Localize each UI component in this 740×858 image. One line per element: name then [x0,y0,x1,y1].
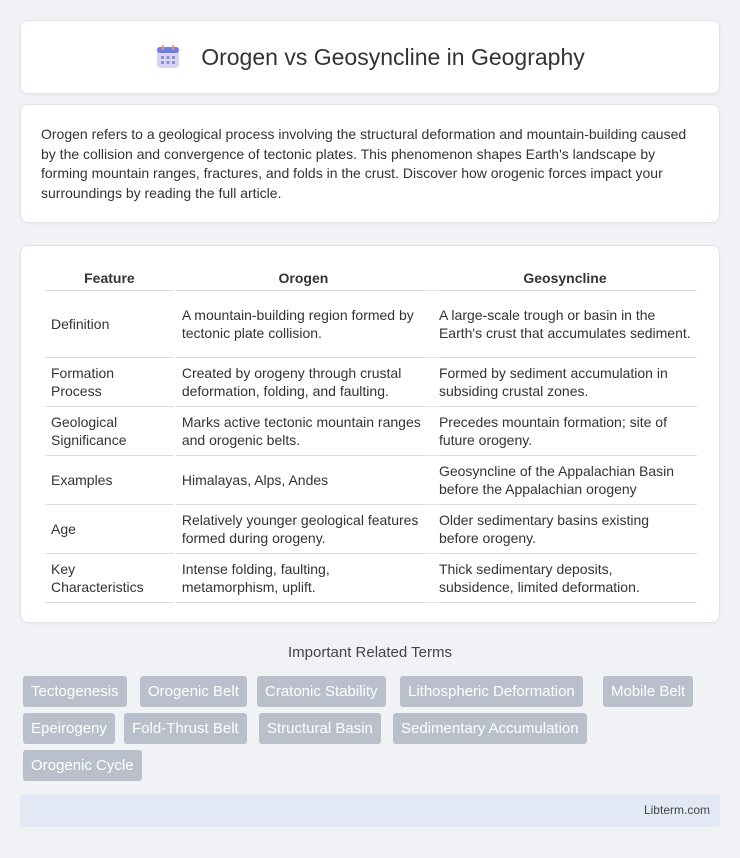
table-cell: Older sedimentary basins existing before orogeny. [433,505,697,554]
tag-mobile-belt[interactable]: Mobile Belt [603,676,693,707]
table-cell: Geological Significance [45,407,174,456]
table-cell: Age [45,505,174,554]
related-terms-title: Important Related Terms [288,644,452,661]
table-cell: Geosyncline of the Appalachian Basin before the Appalachian orogeny [433,456,697,505]
table-cell: Marks active tectonic mountain ranges and orogenic belts. [176,407,431,456]
table-cell: Thick sedimentary deposits, subsidence, limited deformation. [433,554,697,603]
table-cell: Formation Process [45,358,174,407]
tag-sedimentary-accumulation[interactable]: Sedimentary Accumulation [393,713,587,744]
intro-text: Orogen refers to a geological process involving the structural deformation and mountain-building caused by the collision and convergence of tectonic plates. This phenomenon shapes Earth's landscape by forming mountain ranges, fractures, and folds in the crust. Discover how orogenic forces impact your surroundings by reading the full article. [41,126,687,201]
table-cell: Formed by sediment accumulation in subsiding crustal zones. [433,358,697,407]
table-row [45,456,697,505]
table-row [45,291,697,358]
tag-tectogenesis[interactable]: Tectogenesis [23,676,127,707]
tag-structural-basin[interactable]: Structural Basin [259,713,381,744]
comparison-table-card [20,245,720,623]
tag-orogenic-cycle[interactable]: Orogenic Cycle [23,750,142,781]
table-cell: Precedes mountain formation; site of future orogeny. [433,407,697,456]
comparison-table [43,266,699,603]
table-cell: Himalayas, Alps, Andes [176,456,431,505]
table-cell: Relatively younger geological features formed during orogeny. [176,505,431,554]
title-card [20,20,720,94]
page-title: Orogen vs Geosyncline in Geography [201,43,585,70]
table-cell: Definition [45,291,174,358]
calendar-grid-icon [155,44,181,70]
tag-epeirogeny[interactable]: Epeirogeny [23,713,115,744]
intro-card [20,104,720,223]
table-cell: Created by orogeny through crustal deformation, folding, and faulting. [176,358,431,407]
table-row [45,407,697,456]
footer [20,794,720,827]
tag-cratonic-stability[interactable]: Cratonic Stability [257,676,386,707]
header-feature: Feature [45,266,174,291]
tag-lithospheric-deformation[interactable]: Lithospheric Deformation [400,676,583,707]
table-cell: A mountain-building region formed by tectonic plate collision. [176,291,431,358]
table-cell: Key Characteristics [45,554,174,603]
table-row [45,505,697,554]
table-cell: A large-scale trough or basin in the Earth's crust that accumulates sediment. [433,291,697,358]
table-row [45,358,697,407]
table-row [45,554,697,603]
table-header-row [45,266,697,291]
table-cell: Examples [45,456,174,505]
tag-orogenic-belt[interactable]: Orogenic Belt [140,676,247,707]
table-cell: Intense folding, faulting, metamorphism, uplift. [176,554,431,603]
header-geosyncline: Geosyncline [433,266,697,291]
tag-fold-thrust-belt[interactable]: Fold-Thrust Belt [124,713,247,744]
header-orogen: Orogen [176,266,431,291]
footer-site-link[interactable]: Libterm.com [643,803,710,817]
